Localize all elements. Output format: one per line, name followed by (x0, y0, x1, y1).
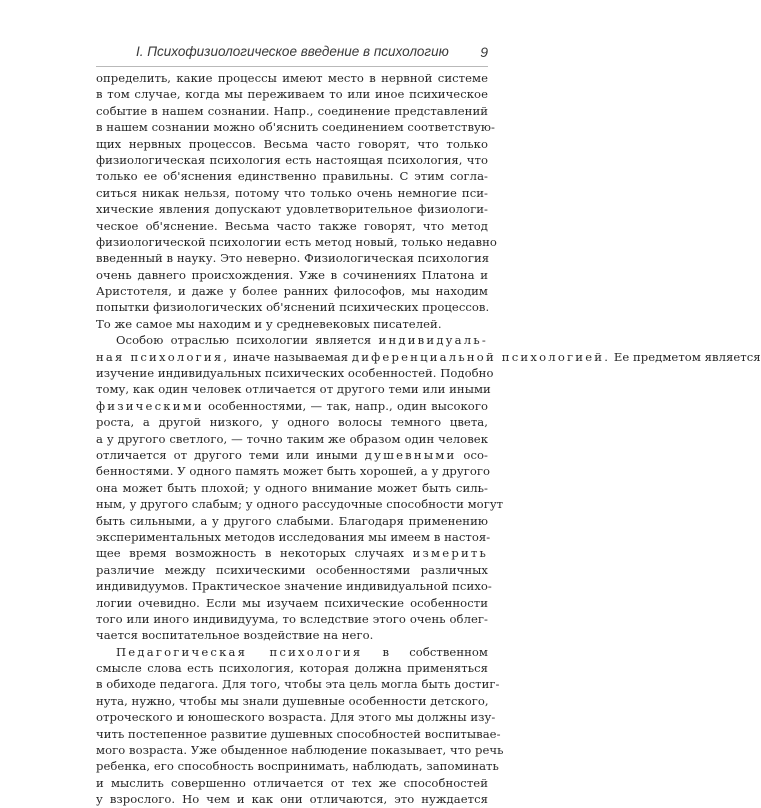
text-line: смысле слова есть психология, которая должна применяться (96, 661, 488, 676)
text-line: чается воспитательное воздействие на него. (96, 628, 374, 643)
header-divider (96, 66, 488, 67)
text-line: у взрослого. Но чем и как они отличаются, это нуждается (96, 792, 488, 807)
text-line (96, 545, 488, 561)
text-line: быть сильными, а у другого слабыми. Благодаря применению (96, 513, 488, 528)
text-line: ческое об'яснение. Весьма часто также говорят, что метод (96, 218, 488, 233)
text-line: очень давнего происхождения. Уже в сочинениях Платона и (96, 267, 488, 282)
text-run: особенностями, — так, напр., один высокого (208, 398, 488, 413)
text-run: щее время возможность в некоторых случаях (96, 546, 404, 561)
text-line: физиологической психологии есть метод новый, только недавно (96, 234, 497, 249)
text-run: Ее предметом является (613, 349, 761, 364)
spaced-term: диференциальной психологией. (351, 349, 611, 364)
text-line: ным, у другого слабым; у одного рассудочные способности могут (96, 497, 504, 512)
text-line: событие в нашем сознании. Напр., соединение представлений (96, 103, 488, 118)
text-line: изучение индивидуальных психических особенностей. Подобно (96, 366, 494, 381)
text-line: тому, как один человек отличается от другого теми или иными (96, 382, 491, 397)
text-line (96, 332, 488, 348)
text-line: То же самое мы находим и у средневековых писателей. (96, 316, 442, 331)
text-line: в нашем сознании можно об'яснить соединением соответствую- (96, 120, 496, 135)
paragraph-3 (96, 644, 504, 808)
text-line: того или иного индивидуума, то вследствие этого очень облег- (96, 611, 488, 626)
spaced-term: ная психология, (96, 349, 230, 364)
spaced-term: измерить (412, 546, 488, 561)
text-line: нута, нужно, чтобы мы знали душевные особенности детского, (96, 693, 489, 708)
spaced-term: душевными (364, 447, 457, 462)
text-run: иначе называемая (233, 349, 349, 364)
text-line: физиологическая психология есть настоящая психология, что (96, 152, 488, 167)
page-header (96, 44, 488, 68)
text-line: хические явления допускают удовлетворительное физиологи- (96, 202, 488, 217)
text-line: в обиходе педагога. Для того, чтобы эта цель могла быть достиг- (96, 677, 500, 692)
text-line: ребенка, его способность воспринимать, наблюдать, запоминать (96, 759, 499, 774)
text-line: а у другого светлого, — точно таким же образом один человек (96, 431, 488, 446)
text-line: роста, а другой низкого, у одного волосы темного цвета, (96, 415, 488, 430)
text-run: Особою отраслью психологии является (116, 333, 372, 348)
text-line: в том случае, когда мы переживаем то или иное психическое (96, 87, 488, 102)
paragraph-2 (96, 332, 761, 643)
text-run: отличается от другого теми или иными (96, 447, 358, 462)
text-line: Аристотеля, и даже у более ранних философов, мы находим (96, 284, 488, 299)
text-line (96, 644, 488, 660)
text-line: ситься никак нельзя, потому что только очень немногие пси- (96, 185, 488, 200)
body-text (96, 70, 761, 808)
paragraph-1 (96, 70, 497, 332)
text-line: мого возраста. Уже обыденное наблюдение показывает, что речь (96, 743, 504, 758)
text-line: попытки физиологических об'яснений психических процессов. (96, 300, 490, 315)
text-line: чить постепенное развитие душевных способностей воспитывае- (96, 726, 501, 741)
text-line: определить, какие процессы имеют место в нервной системе (96, 71, 488, 85)
running-header-title: I. Психофизиологическое введение в психологию (136, 44, 449, 59)
text-line: различие между психическими особенностями различных (96, 562, 488, 577)
text-line: отроческого и юношеского возраста. Для этого мы должны изу- (96, 710, 496, 725)
text-run: в собственном (382, 644, 488, 659)
text-line: экспериментальных методов исследования мы имеем в настоя- (96, 529, 491, 544)
spaced-term: индивидуаль- (378, 333, 488, 348)
spaced-term: физическими (96, 398, 204, 413)
text-line: бенностями. У одного память может быть хорошей, а у другого (96, 464, 491, 479)
text-line: щих нервных процессов. Весьма часто говорят, что только (96, 136, 488, 151)
text-line: она может быть плохой; у одного внимание может быть силь- (96, 480, 488, 495)
text-run: осо- (463, 447, 488, 462)
text-line: и мыслить совершенно отличается от тех же способностей (96, 775, 488, 790)
text-line (96, 447, 488, 463)
text-line (96, 349, 761, 365)
text-line: только ее об'яснения единственно правильны. С этим согла- (96, 169, 488, 184)
text-line (96, 398, 488, 414)
text-line: введенный в науку. Это неверно. Физиологическая психология (96, 251, 490, 266)
page-number: 9 (480, 44, 488, 60)
spaced-term: Педагогическая психология (116, 644, 363, 659)
text-line: индивидуумов. Практическое значение индивидуальной психо- (96, 579, 492, 594)
text-line: логии очевидно. Если мы изучаем психические особенности (96, 595, 488, 610)
